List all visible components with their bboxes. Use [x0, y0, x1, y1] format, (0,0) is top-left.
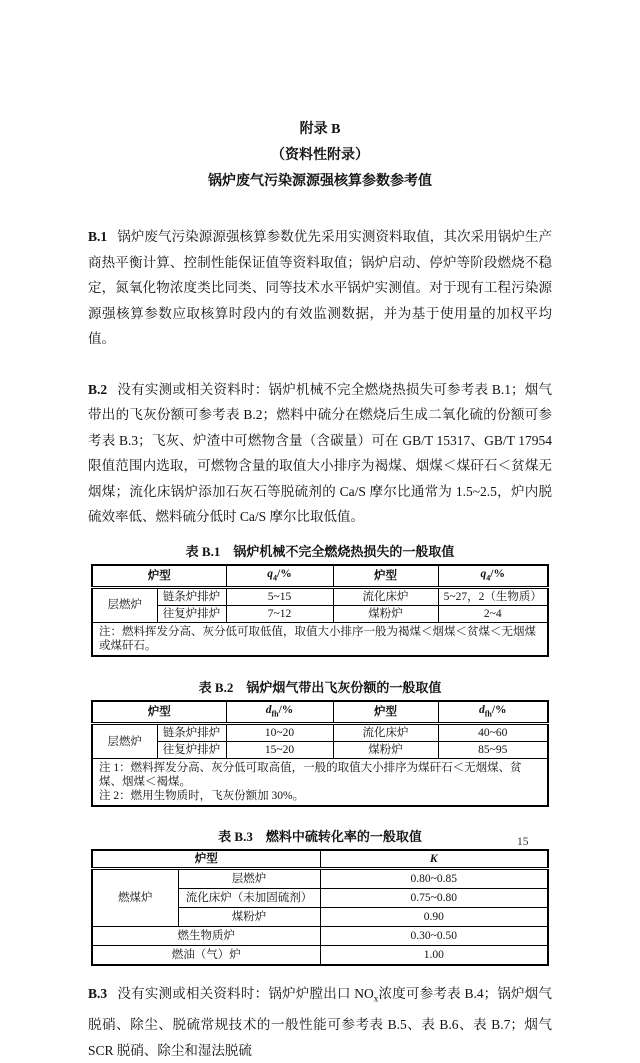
table-b1-caption-label: 表 B.1	[185, 543, 221, 559]
table-b3	[91, 849, 549, 966]
table-b3-caption	[88, 829, 552, 844]
table-cell: 链条炉排炉	[157, 724, 226, 742]
table-b1-header-q4-right: $q_4/\%$	[438, 565, 548, 588]
table-cell: 往复炉排炉	[157, 742, 226, 759]
clause-label-b1: B.1	[88, 229, 108, 244]
table-b2-caption	[88, 680, 552, 695]
table-cell: 7~12	[226, 605, 333, 622]
table-b2-row-2	[92, 742, 548, 759]
table-cell: 0.80~0.85	[320, 869, 548, 889]
table-cell: 0.90	[320, 908, 548, 927]
table-b1-note: 注：燃料挥发分高、灰分低可取低值，取值大小排序一般为褐煤＜烟煤＜贫煤＜无烟煤或煤矸石。	[92, 622, 548, 656]
table-b2-note-1: 注 1：燃料挥发分高、灰分低可取高值，一般的取值大小排序为煤矸石＜无烟煤、贫煤、烟煤＜褐煤。	[99, 762, 522, 789]
table-b2	[91, 700, 549, 807]
table-cell: 5~27，2（生物质）	[438, 587, 548, 605]
table-b2-note-2: 注 2：燃用生物质时，飞灰份额加 30%。	[99, 790, 305, 803]
table-b2-group-cell: 层燃炉	[92, 724, 157, 759]
table-b2-header-type2: 炉型	[333, 701, 438, 724]
clause-text-b3-part1: 没有实测或相关资料时：锅炉炉膛出口 NO	[117, 986, 374, 1002]
table-b2-notes	[92, 759, 548, 807]
appendix-heading-block	[88, 0, 552, 195]
table-cell: 5~15	[226, 587, 333, 605]
table-cell: 1.00	[320, 946, 548, 966]
table-b2-header-type1: 炉型	[92, 701, 226, 724]
table-b1-row-1	[92, 587, 548, 605]
page-content	[88, 0, 552, 1063]
appendix-type: （资料性附录）	[271, 148, 369, 163]
table-cell: 流化床炉	[333, 587, 438, 605]
table-b3-row-1	[92, 869, 548, 889]
table-cell: 往复炉排炉	[157, 605, 226, 622]
paragraph-b1	[88, 224, 552, 352]
table-b2-header-row	[92, 701, 548, 724]
table-cell: 40~60	[438, 724, 548, 742]
table-b2-header-dfh-right: $d_{fh}/\%$	[438, 701, 548, 724]
table-cell: 层燃炉	[178, 869, 320, 889]
table-b3-caption-text: 燃料中硫转化率的一般取值	[265, 829, 422, 845]
table-cell: 15~20	[226, 742, 333, 759]
table-b2-header-dfh-left: $d_{fh}/\%$	[226, 701, 333, 724]
table-cell: 煤粉炉	[178, 908, 320, 927]
clause-text-b1: 锅炉废气污染源源强核算参数优先采用实测资料取值，其次采用锅炉生产商热平衡计算、控制性能保证值等资料取值；锅炉启动、停炉等阶段燃烧不稳定，氮氧化物浓度类比同类、同等技术水平锅炉实测值。对于现有工程污染源源强核算参数应取核算时段内的有效监测数据，并为基于使用量的加权平均值。	[88, 229, 552, 346]
table-cell: 2~4	[438, 605, 548, 622]
table-cell: 10~20	[226, 724, 333, 742]
table-cell: 0.75~0.80	[320, 889, 548, 908]
table-b1-header-type2: 炉型	[333, 565, 438, 588]
table-b1-group-cell: 层燃炉	[92, 587, 157, 622]
table-cell: 0.30~0.50	[320, 927, 548, 946]
table-b2-caption-label: 表 B.2	[198, 679, 234, 695]
table-b1-row-2	[92, 605, 548, 622]
table-cell: 燃生物质炉	[92, 927, 320, 946]
paragraph-b3	[88, 981, 552, 1063]
table-b1-header-row	[92, 565, 548, 588]
page-number: 15	[517, 836, 529, 848]
appendix-label: 附录 B	[299, 122, 341, 137]
clause-text-b2: 没有实测或相关资料时：锅炉机械不完全燃烧热损失可参考表 B.1；烟气带出的飞灰份额可参考表 B.2；燃料中硫分在燃烧后生成二氧化硫的份额可参考表 B.3；飞灰、炉渣中可燃物含量（含碳量）可在 GB/T 15317、GB/T 17954 限值范围内选取，可燃物含量的取值大小排序为褐煤、烟煤＜煤矸石＜贫煤无烟煤；流化床锅炉添加石灰石等脱硫剂的 Ca/S 摩尔比通常为 1.5~2.5，炉内脱硫效率低、燃料硫分低时 Ca/S 摩尔比取低值。	[88, 381, 552, 524]
table-cell: 煤粉炉	[333, 605, 438, 622]
table-b3-header-row	[92, 850, 548, 869]
appendix-title: 锅炉废气污染源源强核算参数参考值	[208, 174, 432, 189]
table-b3-row-5	[92, 946, 548, 966]
paragraph-b2	[88, 377, 552, 530]
table-b2-caption-text: 锅炉烟气带出飞灰份额的一般取值	[246, 679, 442, 695]
table-cell: 燃油（气）炉	[92, 946, 320, 966]
table-b3-header-k: K	[320, 850, 548, 869]
nox-subscript: x	[373, 993, 379, 1004]
table-b1-caption	[88, 544, 552, 559]
table-cell: 煤粉炉	[333, 742, 438, 759]
table-b2-row-1	[92, 724, 548, 742]
table-b1	[91, 564, 549, 657]
clause-label-b3: B.3	[88, 986, 108, 1002]
clause-label-b2: B.2	[88, 381, 108, 397]
table-b1-header-q4-left: $q_4/\%$	[226, 565, 333, 588]
table-cell: 流化床炉	[333, 724, 438, 742]
table-cell: 链条炉排炉	[157, 587, 226, 605]
table-b3-row-4	[92, 927, 548, 946]
table-b3-header-type: 炉型	[92, 850, 320, 869]
table-b1-header-type1: 炉型	[92, 565, 226, 588]
table-b2-note-row	[92, 759, 548, 807]
table-b1-note-row	[92, 622, 548, 656]
clause-text-b3-part2: 浓度可参考表 B.4；锅炉烟气脱硝、除尘、脱硫常规技术的一般性能可参考表 B.5、表 B.6、表 B.7；烟气 SCR 脱硝、除尘和湿法脱硫	[88, 986, 552, 1058]
table-b3-group-cell: 燃煤炉	[92, 869, 178, 927]
table-cell: 流化床炉（未加固硫剂）	[178, 889, 320, 908]
table-b3-caption-label: 表 B.3	[218, 829, 253, 845]
table-b1-caption-text: 锅炉机械不完全燃烧热损失的一般取值	[233, 543, 455, 559]
table-cell: 85~95	[438, 742, 548, 759]
